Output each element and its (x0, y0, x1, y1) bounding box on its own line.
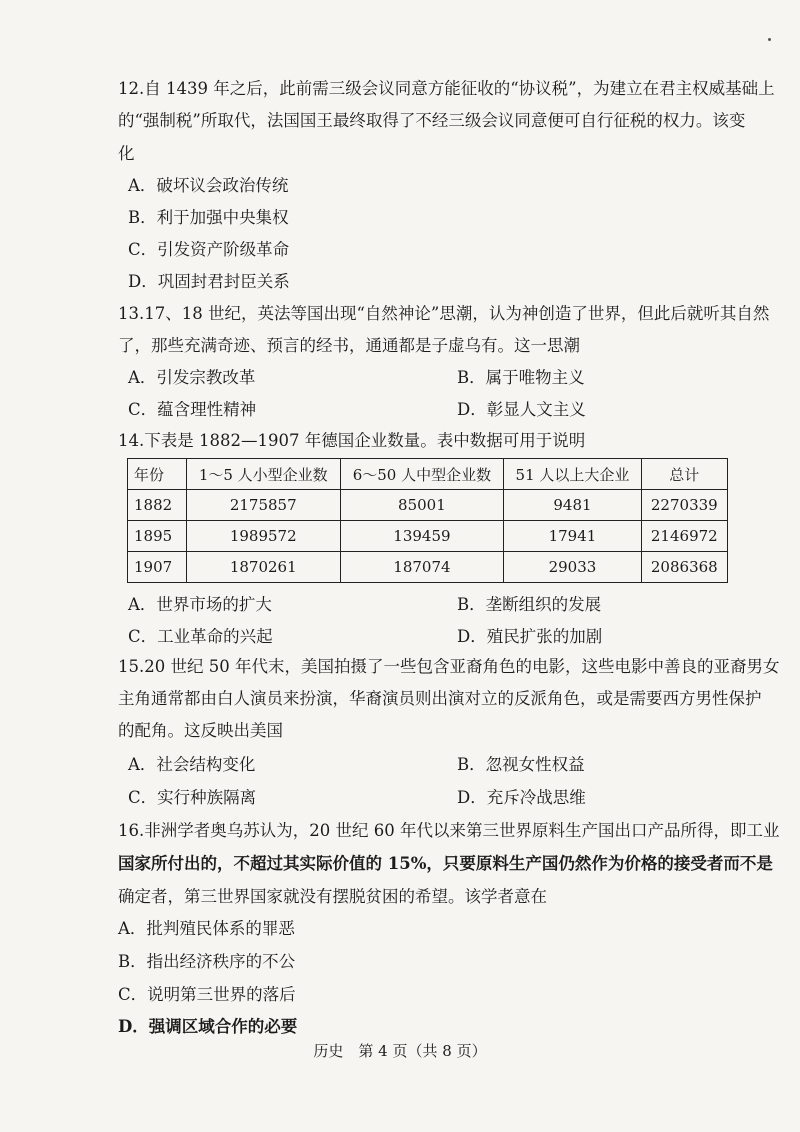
q12-option-c: C．引发资产阶级革命 (128, 240, 290, 259)
q16-line-3: 确定者，第三世界国家就没有摆脱贫困的希望。该学者意在 (118, 887, 547, 906)
table-cell: 9481 (504, 490, 641, 521)
table-cell: 139459 (340, 521, 504, 552)
table-cell: 2086368 (641, 552, 727, 583)
q16-option-b: B．指出经济秩序的不公 (118, 952, 296, 971)
table-header: 1～5 人小型企业数 (187, 459, 341, 490)
table-header-row (128, 459, 728, 490)
q15-line-3: 的配角。这反映出美国 (118, 721, 283, 740)
q15-line-2: 主角通常都由白人演员来扮演，华裔演员则出演对立的反派角色，或是需要西方男性保护 (118, 689, 762, 708)
table-cell: 2270339 (641, 490, 727, 521)
table-cell: 2175857 (187, 490, 341, 521)
q16-option-d: D．强调区域合作的必要 (118, 1017, 298, 1036)
q14-option-c: C．工业革命的兴起 (128, 627, 273, 646)
q13-line-2: 了，那些充满奇迹、预言的经书，通通都是子虚乌有。这一思潮 (118, 336, 580, 355)
q14-option-d: D．殖民扩张的加剧 (457, 627, 603, 646)
q15-option-b: B．忽视女性权益 (457, 755, 585, 774)
q16-line-1: 16.非洲学者奥乌苏认为，20 世纪 60 年代以来第三世界原料生产国出口产品所得，即工业 (118, 821, 780, 840)
q16-line-2: 国家所付出的，不超过其实际价值的 15%，只要原料生产国仍然作为价格的接受者而不是 (118, 854, 773, 873)
table-cell: 1882 (128, 490, 187, 521)
q12-option-d: D．巩固封君封臣关系 (128, 272, 290, 291)
q12-line-3: 化 (118, 144, 135, 163)
table-cell: 1870261 (187, 552, 341, 583)
table-row (128, 552, 728, 583)
q13-option-a: A．引发宗教改革 (128, 368, 256, 387)
table-cell: 1895 (128, 521, 187, 552)
q12-option-a: A．破坏议会政治传统 (128, 176, 289, 195)
table-cell: 1989572 (187, 521, 341, 552)
table-cell: 2146972 (641, 521, 727, 552)
q13-line-1: 13.17、18 世纪，英法等国出现“自然神论”思潮，认为神创造了世界，但此后就听其自然 (118, 304, 770, 323)
q15-option-a: A．社会结构变化 (128, 755, 256, 774)
q14-line-1: 14.下表是 1882—1907 年德国企业数量。表中数据可用于说明 (118, 431, 586, 450)
q15-option-c: C．实行种族隔离 (128, 788, 257, 807)
table-header: 总计 (641, 459, 727, 490)
table-cell: 29033 (504, 552, 641, 583)
page-footer: 历史 第 4 页（共 8 页） (313, 1042, 487, 1060)
table-cell: 17941 (504, 521, 641, 552)
q13-option-c: C．蕴含理性精神 (128, 400, 257, 419)
table-cell: 187074 (340, 552, 504, 583)
q12-option-b: B．利于加强中央集权 (128, 208, 289, 227)
q13-option-b: B．属于唯物主义 (457, 368, 585, 387)
q15-option-d: D．充斥冷战思维 (457, 788, 586, 807)
table-cell: 1907 (128, 552, 187, 583)
q14-option-a: A．世界市场的扩大 (128, 595, 272, 614)
table-row (128, 521, 728, 552)
q12-line-2: 的“强制税”所取代，法国国王最终取得了不经三级会议同意便可自行征税的权力。该变 (118, 111, 746, 130)
table-row (128, 490, 728, 521)
q14-option-b: B．垄断组织的发展 (457, 595, 602, 614)
enterprise-table (127, 458, 728, 583)
table-header: 年份 (128, 459, 187, 490)
table-cell: 85001 (340, 490, 504, 521)
q16-option-a: A．批判殖民体系的罪恶 (118, 919, 295, 938)
q12-line-1: 12.自 1439 年之后，此前需三级会议同意方能征收的“协议税”，为建立在君主权威基础上 (118, 79, 775, 98)
scan-speck (768, 38, 771, 41)
table-header: 51 人以上大企业 (504, 459, 641, 490)
table-header: 6～50 人中型企业数 (340, 459, 504, 490)
q13-option-d: D．彰显人文主义 (457, 400, 586, 419)
q16-option-c: C．说明第三世界的落后 (118, 985, 296, 1004)
q15-line-1: 15.20 世纪 50 年代末，美国拍摄了一些包含亚裔角色的电影，这些电影中善良的亚裔男女 (118, 657, 780, 676)
